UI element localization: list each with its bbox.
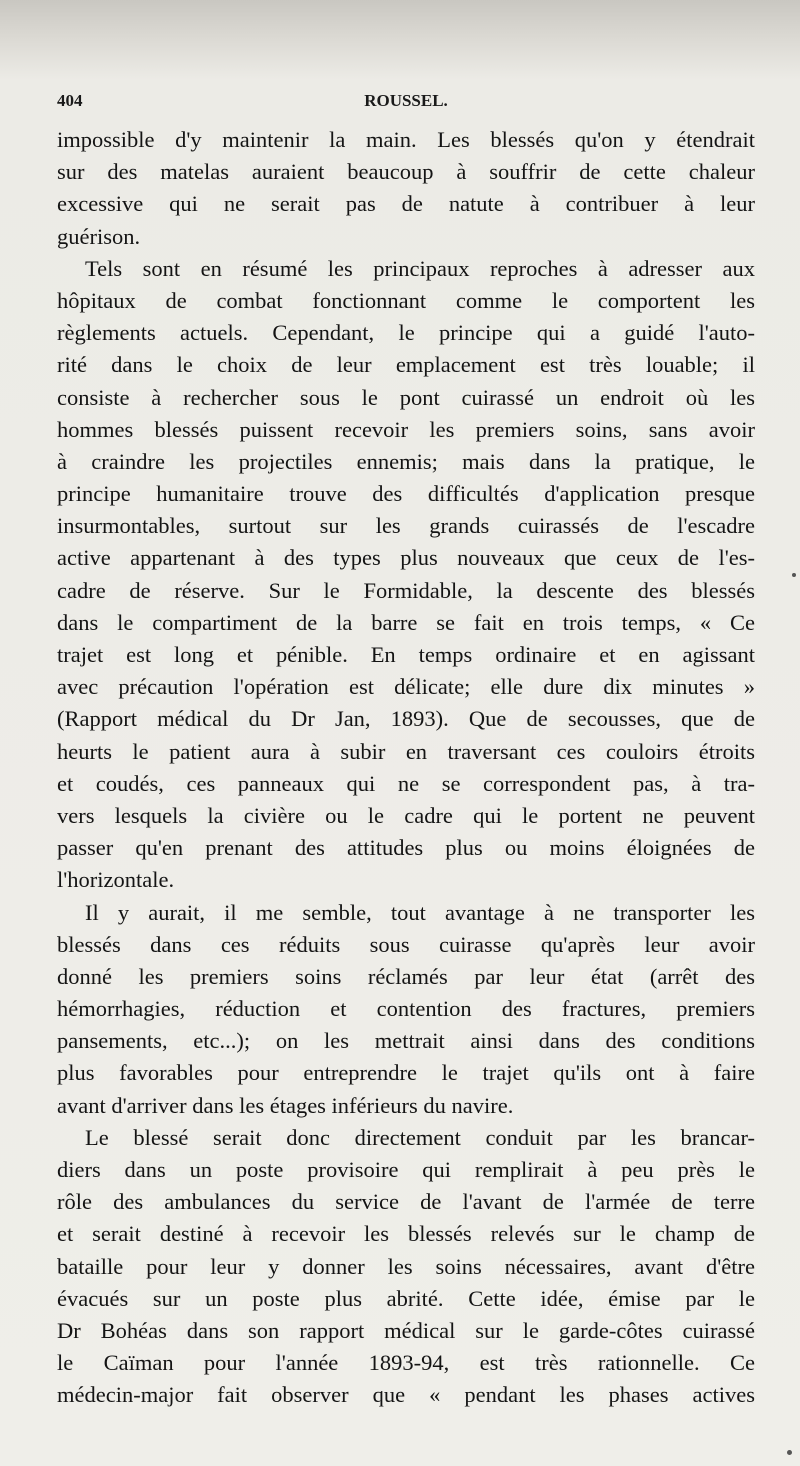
page-header	[57, 91, 755, 119]
text-line: guérison.	[57, 223, 141, 249]
text-line: rité dans le choix de leur emplacement est très louable; il	[57, 352, 755, 378]
text-line: cadre de réserve. Sur le Formidable, la descente des blessés	[57, 577, 755, 603]
text-line: excessive qui ne serait pas de natute à contribuer à leur	[57, 191, 755, 217]
text-line: et coudés, ces panneaux qui ne se correspondent pas, à tra-	[57, 770, 755, 796]
text-line: l'horizontale.	[57, 867, 175, 893]
text-line: bataille pour leur y donner les soins nécessaires, avant d'être	[57, 1253, 755, 1279]
text-line: principe humanitaire trouve des difficultés d'application presque	[57, 481, 755, 507]
text-line: heurts le patient aura à subir en traversant ces couloirs étroits	[57, 738, 755, 764]
text-line: rôle des ambulances du service de l'avant de l'armée de terre	[57, 1189, 755, 1215]
text-line: médecin-major fait observer que « pendant les phases actives	[57, 1382, 755, 1408]
text-line: impossible d'y maintenir la main. Les blessés qu'on y étendrait	[57, 127, 755, 152]
text-line: règlements actuels. Cependant, le principe qui a guidé l'auto-	[57, 320, 755, 346]
text-line: le Caïman pour l'année 1893-94, est très rationnelle. Ce	[57, 1350, 755, 1376]
running-title: ROUSSEL.	[364, 91, 448, 110]
page-number: 404	[57, 91, 83, 110]
text-line: Le blessé serait donc directement conduit par les brancar-	[85, 1124, 755, 1150]
text-line: plus favorables pour entreprendre le trajet qu'ils ont à faire	[57, 1060, 755, 1086]
text-line: et serait destiné à recevoir les blessés relevés sur le champ de	[57, 1221, 755, 1247]
text-line: passer qu'en prenant des attitudes plus ou moins éloignées de	[57, 835, 755, 861]
text-line: pansements, etc...); on les mettrait ainsi dans des conditions	[57, 1028, 755, 1054]
text-line: évacués sur un poste plus abrité. Cette idée, émise par le	[57, 1285, 755, 1311]
text-line: Dr Bohéas dans son rapport médical sur le garde-côtes cuirassé	[57, 1317, 755, 1343]
text-line: avant d'arriver dans les étages inférieurs du navire.	[57, 1092, 514, 1118]
text-line: sur des matelas auraient beaucoup à souffrir de cette chaleur	[57, 159, 755, 185]
text-line: insurmontables, surtout sur les grands cuirassés de l'escadre	[57, 513, 755, 539]
text-line: hôpitaux de combat fonctionnant comme le comportent les	[57, 287, 755, 313]
text-line: hommes blessés puissent recevoir les premiers soins, sans avoir	[57, 416, 755, 442]
text-line: donné les premiers soins réclamés par leur état (arrêt des	[57, 963, 755, 989]
ink-speck	[787, 1450, 792, 1455]
text-line: dans le compartiment de la barre se fait en trois temps, « Ce	[57, 609, 755, 635]
text-line: consiste à rechercher sous le pont cuirassé un endroit où les	[57, 384, 755, 410]
text-line: (Rapport médical du Dr Jan, 1893). Que de secousses, que de	[57, 706, 755, 732]
text-line: trajet est long et pénible. En temps ordinaire et en agissant	[57, 642, 755, 667]
text-line: hémorrhagies, réduction et contention des fractures, premiers	[57, 996, 755, 1022]
text-line: à craindre les projectiles ennemis; mais dans la pratique, le	[57, 448, 755, 474]
text-line: Il y aurait, il me semble, tout avantage à ne transporter les	[85, 899, 755, 925]
text-line: diers dans un poste provisoire qui remplirait à peu près le	[57, 1157, 755, 1182]
page-body-text	[57, 124, 755, 1412]
text-line: active appartenant à des types plus nouveaux que ceux de l'es-	[57, 545, 755, 571]
text-line: Tels sont en résumé les principaux reproches à adresser aux	[85, 255, 755, 281]
text-line: vers lesquels la civière ou le cadre qui le portent ne peuvent	[57, 802, 755, 828]
text-line: avec précaution l'opération est délicate; elle dure dix minutes »	[57, 674, 755, 700]
ink-speck	[792, 573, 796, 577]
text-line: blessés dans ces réduits sous cuirasse qu'après leur avoir	[57, 931, 755, 957]
